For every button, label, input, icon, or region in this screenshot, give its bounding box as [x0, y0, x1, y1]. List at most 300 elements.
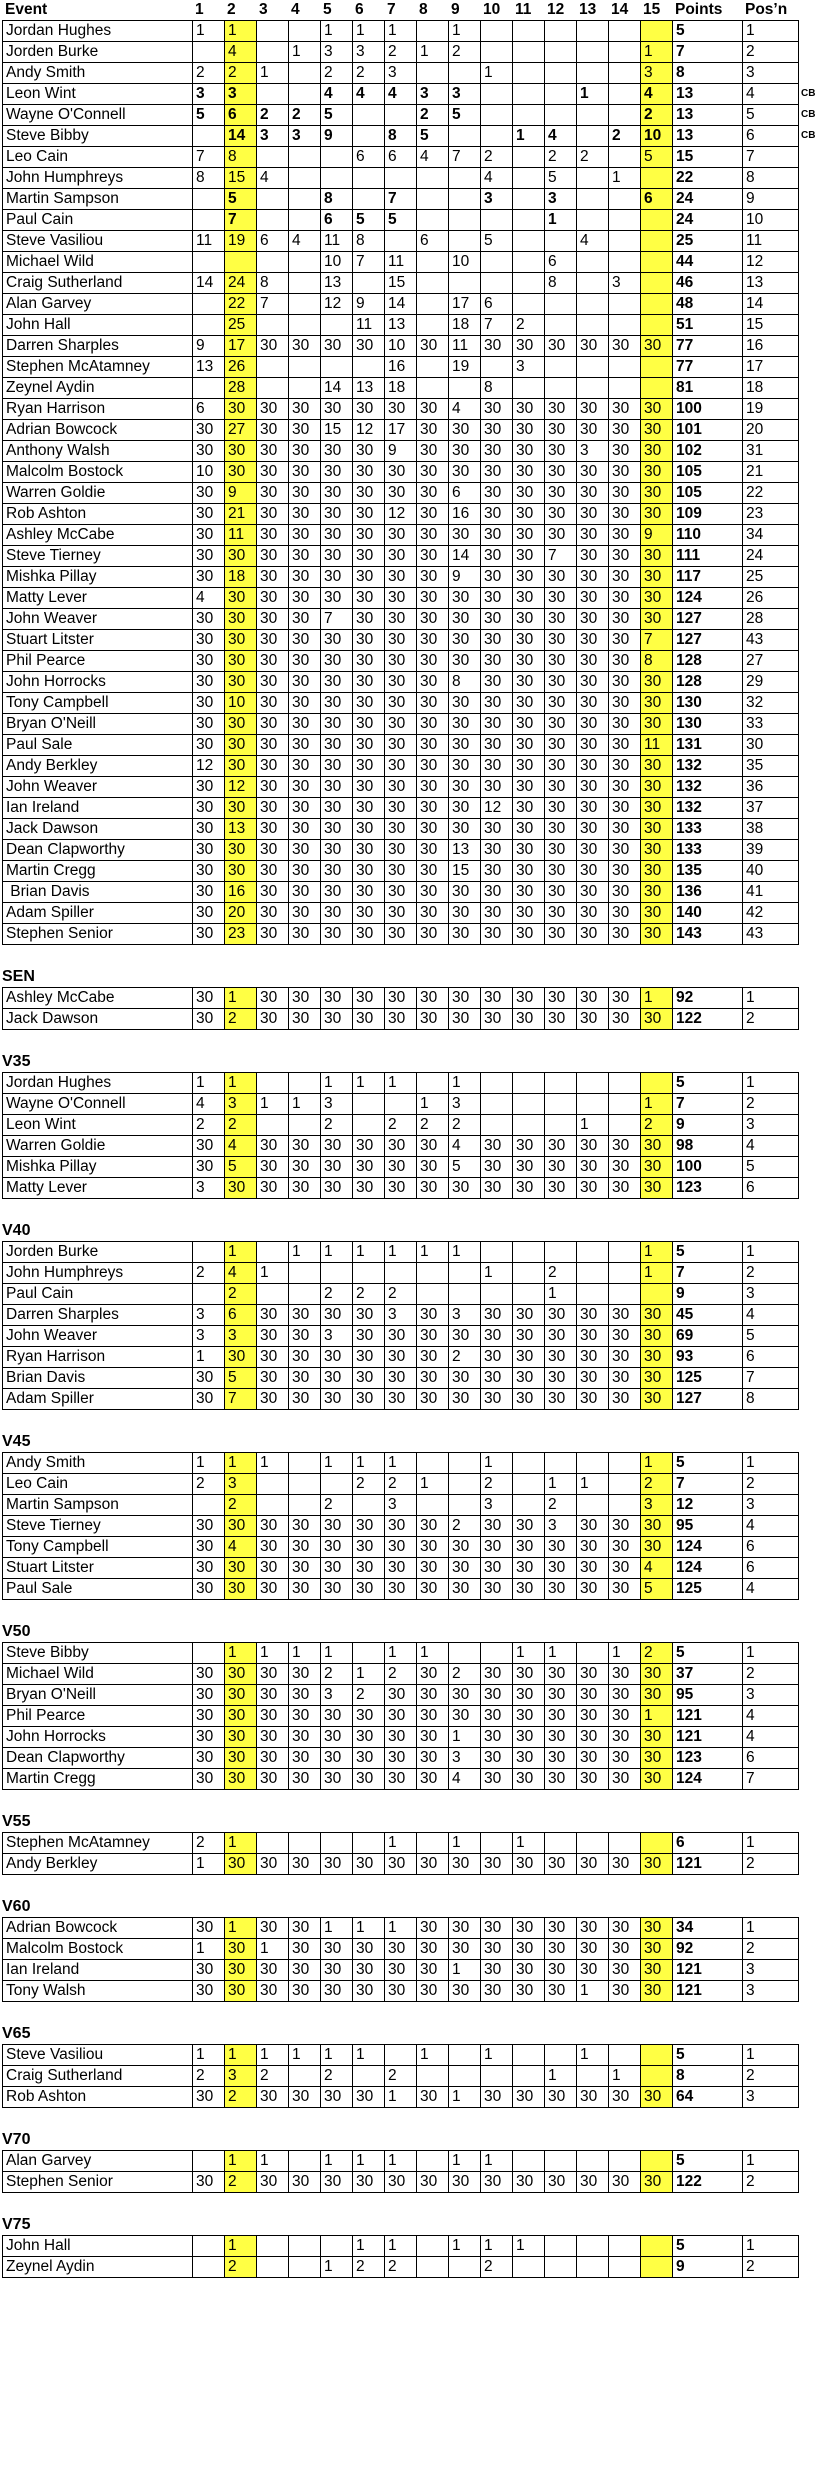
event-score-cell: 30 [257, 1981, 289, 2002]
countback-note [799, 1073, 824, 1094]
event-score-cell: 30 [513, 1537, 545, 1558]
event-score-cell: 30 [513, 840, 545, 861]
event-score-cell: 30 [641, 336, 673, 357]
event-score-cell: 30 [193, 546, 225, 567]
athlete-name: Andy Berkley [3, 1854, 193, 1875]
event-score-cell: 30 [545, 483, 577, 504]
event-score-cell: 30 [513, 735, 545, 756]
table-row [3, 315, 824, 336]
event-score-cell: 30 [577, 1326, 609, 1347]
points-cell: 24 [673, 189, 743, 210]
event-score-cell: 30 [577, 693, 609, 714]
event-score-cell: 6 [225, 105, 257, 126]
event-score-cell: 30 [289, 714, 321, 735]
event-score-cell: 1 [609, 168, 641, 189]
athlete-name: Brian Davis [3, 1368, 193, 1389]
table-row [3, 819, 824, 840]
event-score-cell: 2 [577, 147, 609, 168]
event-score-cell: 1 [545, 1643, 577, 1664]
event-score-cell: 3 [225, 84, 257, 105]
event-score-cell: 30 [289, 1305, 321, 1326]
event-score-cell: 30 [577, 988, 609, 1009]
event-score-cell: 3 [289, 126, 321, 147]
event-score-cell: 4 [449, 1769, 481, 1790]
event-score-cell: 30 [609, 1326, 641, 1347]
table-row [3, 1981, 824, 2002]
event-score-cell: 30 [481, 1537, 513, 1558]
event-score-cell: 30 [609, 882, 641, 903]
event-score-cell: 2 [321, 1284, 353, 1305]
event-score-cell: 30 [353, 903, 385, 924]
countback-note [799, 231, 824, 252]
event-score-cell [577, 1263, 609, 1284]
event-score-cell: 30 [481, 1748, 513, 1769]
event-score-cell: 4 [353, 84, 385, 105]
countback-note [799, 462, 824, 483]
athlete-name: Dean Clapworthy [3, 840, 193, 861]
event-score-cell: 30 [289, 693, 321, 714]
position-cell: 12 [743, 252, 799, 273]
position-cell: 6 [743, 1537, 799, 1558]
event-score-cell: 14 [385, 294, 417, 315]
event-score-cell: 30 [257, 588, 289, 609]
position-cell: 1 [743, 2151, 799, 2172]
event-score-cell: 30 [481, 1579, 513, 1600]
event-score-cell: 30 [449, 1178, 481, 1199]
event-score-cell [577, 2236, 609, 2257]
position-cell: 4 [743, 1516, 799, 1537]
event-score-cell: 30 [513, 819, 545, 840]
event-score-cell [577, 1643, 609, 1664]
athlete-name: Steve Bibby [3, 1643, 193, 1664]
event-score-cell: 30 [225, 1727, 257, 1748]
event-score-cell [449, 1453, 481, 1474]
event-score-cell: 30 [577, 1685, 609, 1706]
event-score-cell [609, 1242, 641, 1263]
event-score-cell [193, 2257, 225, 2278]
athlete-name: Jack Dawson [3, 819, 193, 840]
event-score-cell [545, 1833, 577, 1854]
section-title: SEN [2, 968, 35, 985]
event-score-cell: 30 [289, 504, 321, 525]
position-cell: 30 [743, 735, 799, 756]
event-score-cell: 1 [289, 2045, 321, 2066]
event-score-cell [545, 21, 577, 42]
countback-note [799, 1706, 824, 1727]
event-score-cell: 30 [609, 336, 641, 357]
event-score-cell [225, 252, 257, 273]
event-score-cell: 30 [321, 1706, 353, 1727]
event-score-cell: 2 [417, 105, 449, 126]
event-score-cell: 2 [225, 1009, 257, 1030]
event-score-cell: 30 [257, 651, 289, 672]
athlete-name: John Humphreys [3, 168, 193, 189]
event-score-cell: 5 [545, 168, 577, 189]
event-score-cell: 11 [193, 231, 225, 252]
event-score-cell: 30 [417, 1326, 449, 1347]
event-score-cell: 30 [641, 1685, 673, 1706]
event-score-cell [193, 1495, 225, 1516]
event-score-cell: 30 [513, 882, 545, 903]
event-score-cell: 30 [417, 609, 449, 630]
event-score-cell: 30 [545, 588, 577, 609]
athlete-name: Stephen Senior [3, 2172, 193, 2193]
event-score-cell: 30 [513, 693, 545, 714]
event-score-cell: 30 [193, 609, 225, 630]
position-cell: 6 [743, 1178, 799, 1199]
event-score-cell [641, 2066, 673, 2087]
event-score-cell [545, 294, 577, 315]
event-score-cell [417, 1833, 449, 1854]
position-cell: 3 [743, 1981, 799, 2002]
event-score-cell [257, 210, 289, 231]
points-cell: 124 [673, 588, 743, 609]
points-cell: 105 [673, 483, 743, 504]
event-score-cell: 30 [417, 1685, 449, 1706]
event-score-cell: 1 [545, 210, 577, 231]
countback-note [799, 336, 824, 357]
event-score-cell: 3 [545, 189, 577, 210]
event-score-cell: 30 [225, 756, 257, 777]
results-table [2, 1241, 824, 1410]
event-score-cell: 30 [321, 1368, 353, 1389]
event-score-cell: 26 [225, 357, 257, 378]
event-score-cell: 30 [193, 819, 225, 840]
event-score-cell [545, 2236, 577, 2257]
event-score-cell: 30 [257, 399, 289, 420]
event-score-cell: 30 [289, 1664, 321, 1685]
event-score-cell: 30 [417, 2172, 449, 2193]
event-score-cell: 30 [417, 1516, 449, 1537]
table-row [3, 1748, 824, 1769]
event-score-cell: 30 [577, 1854, 609, 1875]
event-score-cell [513, 189, 545, 210]
points-cell: 143 [673, 924, 743, 945]
athlete-name: Mishka Pillay [3, 567, 193, 588]
event-score-cell: 30 [641, 756, 673, 777]
event-score-cell [513, 147, 545, 168]
event-score-cell [417, 21, 449, 42]
event-score-cell [449, 1263, 481, 1284]
event-score-cell: 30 [641, 1918, 673, 1939]
event-score-cell: 30 [193, 1706, 225, 1727]
event-score-cell: 30 [545, 756, 577, 777]
event-score-cell: 30 [641, 693, 673, 714]
event-score-cell: 30 [385, 1157, 417, 1178]
points-cell: 133 [673, 840, 743, 861]
event-score-cell: 30 [641, 819, 673, 840]
table-row [3, 1706, 824, 1727]
event-score-cell: 30 [193, 1516, 225, 1537]
event-score-cell: 30 [417, 1981, 449, 2002]
event-score-cell [353, 126, 385, 147]
event-score-cell: 30 [193, 1368, 225, 1389]
points-cell: 5 [673, 1643, 743, 1664]
table-row [3, 1073, 824, 1094]
event-score-cell: 2 [385, 1664, 417, 1685]
points-cell: 44 [673, 252, 743, 273]
event-score-cell: 30 [577, 1558, 609, 1579]
event-score-cell: 30 [545, 525, 577, 546]
athlete-name: Bryan O'Neill [3, 1685, 193, 1706]
event-score-cell: 30 [417, 924, 449, 945]
event-score-cell: 30 [641, 1748, 673, 1769]
event-score-cell: 21 [225, 504, 257, 525]
event-score-cell: 30 [353, 336, 385, 357]
position-cell: 41 [743, 882, 799, 903]
event-score-cell: 30 [513, 777, 545, 798]
event-score-cell: 30 [577, 1960, 609, 1981]
event-score-cell [353, 357, 385, 378]
event-score-cell: 30 [417, 735, 449, 756]
event-score-cell: 30 [513, 1960, 545, 1981]
event-score-cell [385, 2045, 417, 2066]
countback-note [799, 357, 824, 378]
countback-note [799, 630, 824, 651]
event-score-cell: 30 [577, 651, 609, 672]
event-score-cell: 8 [641, 651, 673, 672]
position-cell: 5 [743, 1326, 799, 1347]
event-score-cell: 30 [513, 861, 545, 882]
event-score-cell: 30 [513, 1009, 545, 1030]
event-score-cell: 30 [641, 504, 673, 525]
athlete-name: Alan Garvey [3, 294, 193, 315]
event-score-cell: 1 [225, 2151, 257, 2172]
event-score-cell: 30 [417, 483, 449, 504]
event-score-cell: 30 [257, 1305, 289, 1326]
event-score-cell: 2 [385, 2066, 417, 2087]
athlete-name: Jordan Hughes [3, 1073, 193, 1094]
event-score-cell: 30 [193, 1685, 225, 1706]
points-cell: 111 [673, 546, 743, 567]
athlete-name: Paul Cain [3, 210, 193, 231]
athlete-name: John Hall [3, 315, 193, 336]
points-cell: 102 [673, 441, 743, 462]
event-score-cell: 30 [481, 399, 513, 420]
event-score-cell: 1 [353, 2045, 385, 2066]
event-score-cell [321, 1474, 353, 1495]
table-row [3, 1579, 824, 1600]
countback-note [799, 882, 824, 903]
event-score-cell: 30 [225, 588, 257, 609]
athlete-name: Craig Sutherland [3, 2066, 193, 2087]
event-score-cell: 30 [545, 1939, 577, 1960]
event-score-cell [577, 252, 609, 273]
event-score-cell: 30 [513, 1305, 545, 1326]
event-score-cell: 30 [481, 777, 513, 798]
event-score-cell: 30 [609, 2087, 641, 2108]
event-score-cell: 2 [385, 1284, 417, 1305]
event-score-cell: 30 [417, 588, 449, 609]
event-score-cell: 30 [545, 1157, 577, 1178]
event-score-cell: 30 [289, 924, 321, 945]
event-score-cell [609, 1833, 641, 1854]
event-score-cell: 7 [545, 546, 577, 567]
event-score-cell [481, 357, 513, 378]
event-score-cell: 3 [449, 1748, 481, 1769]
event-score-cell: 30 [609, 1389, 641, 1410]
countback-note [799, 2236, 824, 2257]
event-score-cell: 30 [513, 1389, 545, 1410]
event-score-cell: 30 [385, 1347, 417, 1368]
event-score-cell [449, 210, 481, 231]
table-row [3, 378, 824, 399]
event-score-cell [481, 84, 513, 105]
event-score-cell: 30 [609, 1368, 641, 1389]
event-score-cell: 2 [193, 1115, 225, 1136]
event-score-cell: 1 [257, 2045, 289, 2066]
event-score-cell: 30 [321, 336, 353, 357]
event-score-cell: 30 [193, 525, 225, 546]
event-score-cell: 2 [545, 1495, 577, 1516]
position-cell: 1 [743, 1453, 799, 1474]
event-score-cell [193, 189, 225, 210]
event-score-cell [289, 357, 321, 378]
countback-note [799, 546, 824, 567]
event-score-cell [193, 315, 225, 336]
event-score-cell: 2 [449, 42, 481, 63]
athlete-name: Matty Lever [3, 1178, 193, 1199]
table-row [3, 294, 824, 315]
event-score-cell [193, 2151, 225, 2172]
event-score-cell: 30 [545, 1326, 577, 1347]
event-score-cell: 30 [609, 672, 641, 693]
event-score-cell [353, 168, 385, 189]
event-score-cell [513, 105, 545, 126]
countback-note [799, 1347, 824, 1368]
event-score-cell: 30 [481, 924, 513, 945]
event-score-cell: 30 [257, 462, 289, 483]
event-score-cell: 30 [577, 483, 609, 504]
event-score-cell: 2 [641, 1643, 673, 1664]
event-score-cell: 30 [417, 504, 449, 525]
event-score-cell: 1 [449, 2151, 481, 2172]
table-row [3, 1558, 824, 1579]
event-score-cell: 30 [481, 630, 513, 651]
position-cell: 11 [743, 231, 799, 252]
event-score-cell: 30 [353, 1516, 385, 1537]
event-score-cell: 30 [225, 840, 257, 861]
event-score-cell [513, 252, 545, 273]
event-score-cell: 3 [449, 84, 481, 105]
countback-note [799, 1664, 824, 1685]
position-cell: 2 [743, 1094, 799, 1115]
event-score-cell: 10 [449, 252, 481, 273]
event-score-cell: 3 [353, 42, 385, 63]
event-score-cell [257, 357, 289, 378]
event-score-cell: 1 [353, 2236, 385, 2257]
points-cell: 128 [673, 672, 743, 693]
event-score-cell [513, 273, 545, 294]
event-score-cell [449, 189, 481, 210]
event-score-cell [513, 1495, 545, 1516]
event-score-cell [609, 2257, 641, 2278]
event-score-cell [513, 2151, 545, 2172]
event-score-cell: 30 [545, 1854, 577, 1875]
event-score-cell: 1 [225, 1918, 257, 1939]
event-score-cell [641, 357, 673, 378]
event-score-cell: 30 [385, 756, 417, 777]
event-score-cell: 30 [609, 861, 641, 882]
event-score-cell [481, 1833, 513, 1854]
event-score-cell: 1 [321, 2045, 353, 2066]
event-score-cell: 30 [449, 1558, 481, 1579]
event-score-cell: 30 [385, 693, 417, 714]
event-score-cell: 30 [385, 1516, 417, 1537]
event-score-cell [609, 105, 641, 126]
event-score-cell: 4 [225, 1263, 257, 1284]
event-score-cell: 30 [321, 1854, 353, 1875]
event-score-cell: 1 [225, 2236, 257, 2257]
points-cell: 140 [673, 903, 743, 924]
event-score-cell: 30 [577, 840, 609, 861]
position-cell: 38 [743, 819, 799, 840]
event-score-cell [321, 168, 353, 189]
event-score-cell: 30 [321, 777, 353, 798]
event-score-cell: 30 [609, 1706, 641, 1727]
event-score-cell: 30 [225, 462, 257, 483]
countback-note [799, 2257, 824, 2278]
event-score-cell: 2 [417, 1115, 449, 1136]
countback-note: CB [801, 109, 816, 120]
event-score-cell: 30 [353, 672, 385, 693]
event-score-cell [257, 42, 289, 63]
event-score-cell: 30 [481, 1157, 513, 1178]
athlete-name: Phil Pearce [3, 1706, 193, 1727]
event-score-cell: 10 [193, 462, 225, 483]
event-score-cell: 30 [321, 441, 353, 462]
event-score-cell: 3 [513, 357, 545, 378]
event-score-cell: 11 [321, 231, 353, 252]
event-score-cell: 8 [353, 231, 385, 252]
event-score-cell [609, 1453, 641, 1474]
countback-note [799, 1727, 824, 1748]
event-score-cell: 16 [225, 882, 257, 903]
event-score-cell: 30 [545, 1918, 577, 1939]
position-cell: 1 [743, 2045, 799, 2066]
event-score-cell: 30 [513, 462, 545, 483]
athlete-name: John Horrocks [3, 1727, 193, 1748]
event-score-cell: 30 [385, 588, 417, 609]
event-score-cell: 30 [577, 630, 609, 651]
event-score-cell: 30 [481, 2172, 513, 2193]
event-score-cell: 30 [577, 798, 609, 819]
event-score-cell [385, 105, 417, 126]
event-score-cell: 6 [545, 252, 577, 273]
event-score-cell: 30 [225, 609, 257, 630]
event-score-cell: 5 [449, 1157, 481, 1178]
event-score-cell: 30 [641, 420, 673, 441]
event-score-cell: 30 [385, 988, 417, 1009]
event-score-cell [449, 1474, 481, 1495]
event-score-cell: 2 [353, 1685, 385, 1706]
event-score-cell: 30 [577, 609, 609, 630]
event-score-cell: 30 [609, 1347, 641, 1368]
table-row [3, 357, 824, 378]
event-score-cell: 9 [641, 525, 673, 546]
event-score-cell: 3 [609, 273, 641, 294]
section-title: V40 [2, 1222, 31, 1239]
event-score-cell: 30 [577, 735, 609, 756]
event-score-cell: 2 [193, 2066, 225, 2087]
event-score-cell: 30 [577, 2172, 609, 2193]
event-score-cell [577, 1284, 609, 1305]
event-score-cell: 1 [225, 1073, 257, 1094]
athlete-name: Ian Ireland [3, 798, 193, 819]
event-score-cell: 30 [225, 1664, 257, 1685]
event-score-cell [417, 357, 449, 378]
header-table [2, 0, 824, 20]
